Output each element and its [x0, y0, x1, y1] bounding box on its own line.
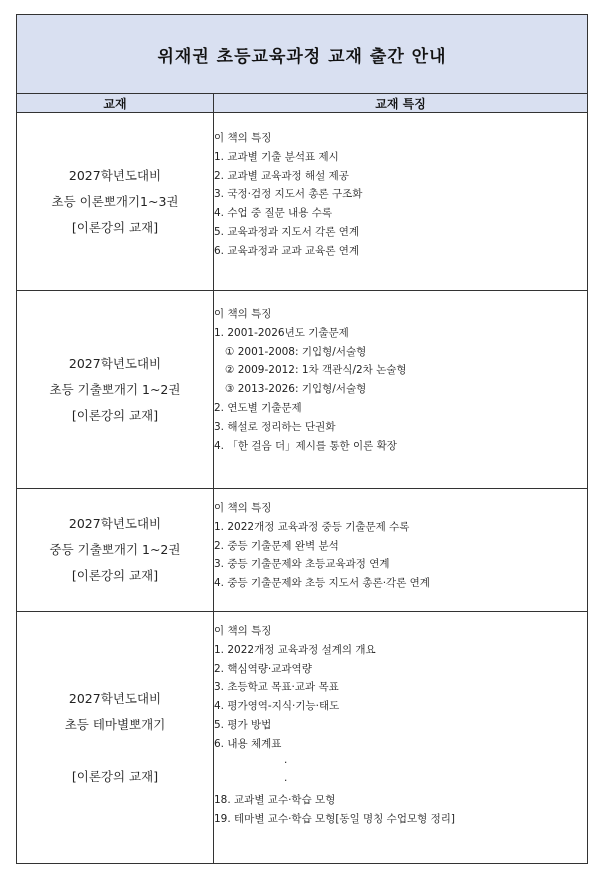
feature-item: 3. 중등 기출문제와 초등교육과정 연계	[214, 558, 390, 571]
book-title: 초등 기출뽀개기 1~2권	[49, 381, 181, 397]
table-row	[17, 612, 588, 864]
book-type: [이론강의 교재]	[71, 407, 159, 423]
book-cell	[17, 489, 214, 612]
book-cell	[17, 291, 214, 489]
feature-item: 6. 교육과정과 교과 교육론 연계	[214, 244, 360, 257]
table-row	[17, 291, 588, 489]
book-title: 중등 기출뽀개기 1~2권	[49, 542, 181, 557]
feature-heading: 이 책의 특징	[214, 308, 272, 320]
feature-item: 6. 내용 체계표	[214, 737, 282, 750]
features-cell	[214, 489, 588, 612]
feature-heading: 이 책의 특징	[214, 625, 272, 637]
book-title: 초등 이론뽀개기1~3권	[51, 193, 179, 209]
features-cell	[214, 291, 588, 489]
book-year: 2027학년도대비	[68, 516, 162, 531]
book-spacer	[17, 738, 213, 764]
table-row	[17, 489, 588, 612]
notice-document	[16, 14, 587, 864]
ellipsis-dot: ·	[284, 756, 288, 769]
feature-item: 18. 교과별 교수·학습 모형	[214, 794, 336, 807]
book-year: 2027학년도대비	[68, 690, 162, 706]
book-type: [이론강의 교재]	[71, 568, 159, 583]
feature-item: 3. 국정·검정 지도서 총론 구조화	[214, 188, 363, 201]
feature-item: 4. 평가영역-지식·기능·태도	[214, 700, 340, 713]
feature-item: 3. 해설로 정리하는 단권화	[214, 420, 336, 433]
ellipsis-dot: ·	[284, 775, 288, 788]
feature-subitem: ① 2001-2008: 기입형/서술형	[225, 345, 367, 358]
feature-subitem: ② 2009-2012: 1차 객관식/2차 논술형	[225, 364, 407, 377]
feature-item: 1. 교과별 기출 분석표 제시	[214, 150, 339, 163]
book-cell	[17, 113, 214, 291]
feature-item: 3. 초등학교 목표·교과 목표	[214, 681, 339, 694]
feature-item: 2. 핵심역량·교과역량	[214, 662, 312, 675]
column-header-features: 교재 특징	[214, 94, 588, 113]
book-type: [이론강의 교재]	[71, 219, 159, 235]
feature-subitem: ③ 2013-2026: 기입형/서술형	[225, 383, 367, 396]
column-header-book: 교재	[17, 94, 214, 113]
feature-item: 1. 2022개정 교육과정 설계의 개요	[214, 643, 376, 656]
features-cell	[214, 113, 588, 291]
feature-item: 19. 테마별 교수·학습 모형[동일 명칭 수업모형 정리]	[214, 812, 455, 825]
table-row	[17, 113, 588, 291]
feature-item: 2. 교과별 교육과정 해설 제공	[214, 169, 349, 182]
feature-item: 5. 평가 방법	[214, 718, 272, 731]
book-cell	[17, 612, 214, 864]
title-banner	[17, 15, 588, 94]
column-header-row	[17, 94, 588, 113]
book-type: [이론강의 교재]	[71, 768, 159, 784]
feature-item: 2. 중등 기출문제 완벽 분석	[214, 539, 339, 552]
feature-item: 4. 「한 걸음 더」제시를 통한 이론 확장	[214, 439, 397, 452]
book-year: 2027학년도대비	[68, 355, 162, 371]
page-title: 위재권 초등교육과정 교재 출간 안내	[157, 46, 447, 67]
feature-item: 5. 교육과정과 지도서 각론 연계	[214, 225, 360, 238]
feature-item: 4. 중등 기출문제와 초등 지도서 총론·각론 연계	[214, 577, 430, 590]
book-year: 2027학년도대비	[68, 167, 162, 183]
feature-item: 1. 2001-2026년도 기출문제	[214, 326, 349, 339]
book-title: 초등 테마별뽀개기	[64, 716, 166, 732]
feature-heading: 이 책의 특징	[214, 502, 272, 514]
features-cell	[214, 612, 588, 864]
textbook-table	[16, 14, 588, 864]
feature-heading: 이 책의 특징	[214, 132, 272, 144]
feature-item: 2. 연도별 기출문제	[214, 401, 302, 414]
feature-item: 4. 수업 중 질문 내용 수록	[214, 207, 332, 220]
feature-item: 1. 2022개정 교육과정 중등 기출문제 수록	[214, 520, 410, 533]
